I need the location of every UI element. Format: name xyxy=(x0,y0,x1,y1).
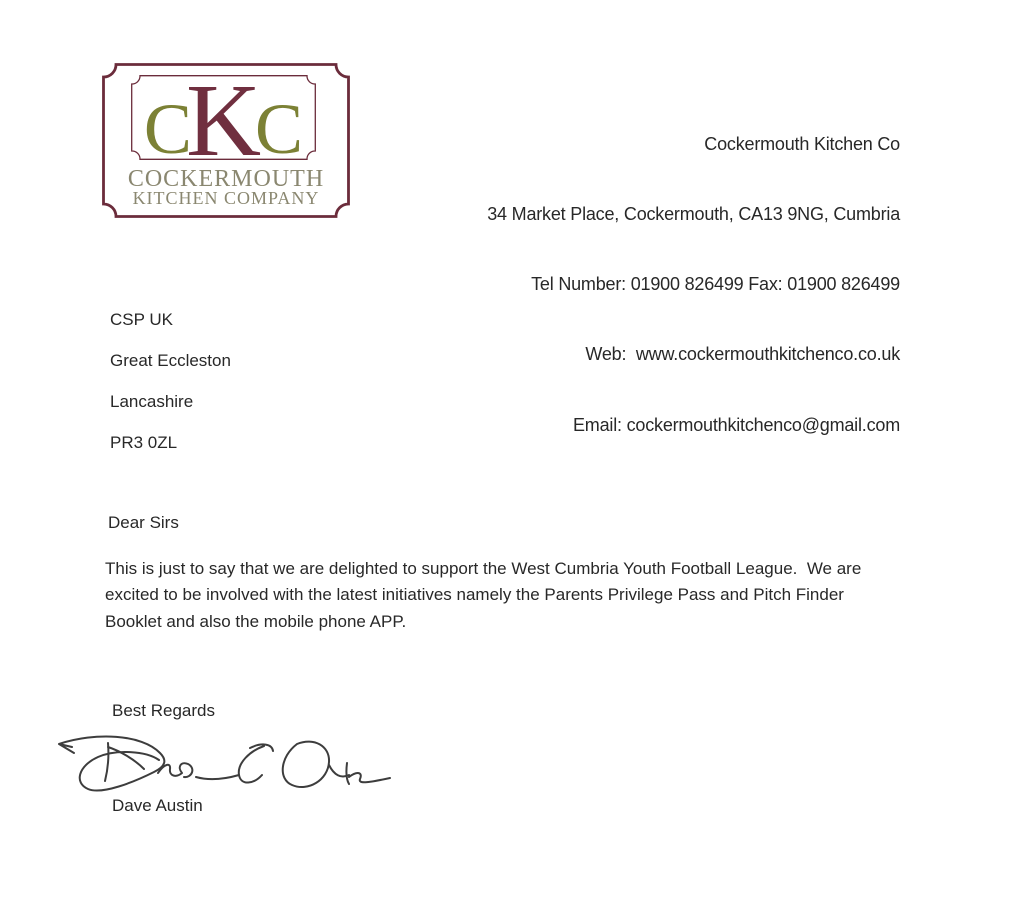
logo-caption-line2: KITCHEN COMPANY xyxy=(132,188,320,208)
logo-monogram xyxy=(131,63,316,178)
contact-website: Web: www.cockermouthkitchenco.co.uk xyxy=(585,344,900,365)
closing-phrase: Best Regards xyxy=(112,701,215,720)
recipient-town: Great Eccleston xyxy=(110,351,231,370)
logo-caption-line1: COCKERMOUTH xyxy=(127,166,325,192)
recipient-postcode: PR3 0ZL xyxy=(110,433,178,452)
recipient-name: CSP UK xyxy=(110,310,173,329)
body-line: This is just to say that we are delighted to support the West Cumbria Youth Football League. We are xyxy=(105,559,862,578)
body-line: excited to be involved with the latest initiatives namely the Parents Privilege Pass and Pitch Finder xyxy=(105,585,844,605)
contact-phone-fax: Tel Number: 01900 826499 Fax: 01900 826499 xyxy=(531,274,900,295)
handwritten-signature xyxy=(50,729,395,807)
salutation: Dear Sirs xyxy=(108,513,179,532)
monogram-letter-c1: C xyxy=(143,89,192,169)
recipient-address-block xyxy=(110,309,231,473)
contact-email: Email: cockermouthkitchenco@gmail.com xyxy=(573,414,900,435)
contact-company-name: Cockermouth Kitchen Co xyxy=(704,133,900,154)
contact-address: 34 Market Place, Cockermouth, CA13 9NG, Cumbria xyxy=(487,204,900,225)
signer-name: Dave Austin xyxy=(112,796,203,815)
company-contact-block xyxy=(487,86,900,484)
monogram-letter-c2: C xyxy=(255,89,304,169)
company-logo xyxy=(102,63,350,218)
monogram-letter-k: K xyxy=(185,63,262,178)
signature-strokes xyxy=(59,737,390,791)
body-line: Booklet and also the mobile phone APP. xyxy=(105,611,407,631)
recipient-county: Lancashire xyxy=(110,392,194,411)
letter-body xyxy=(105,556,861,635)
